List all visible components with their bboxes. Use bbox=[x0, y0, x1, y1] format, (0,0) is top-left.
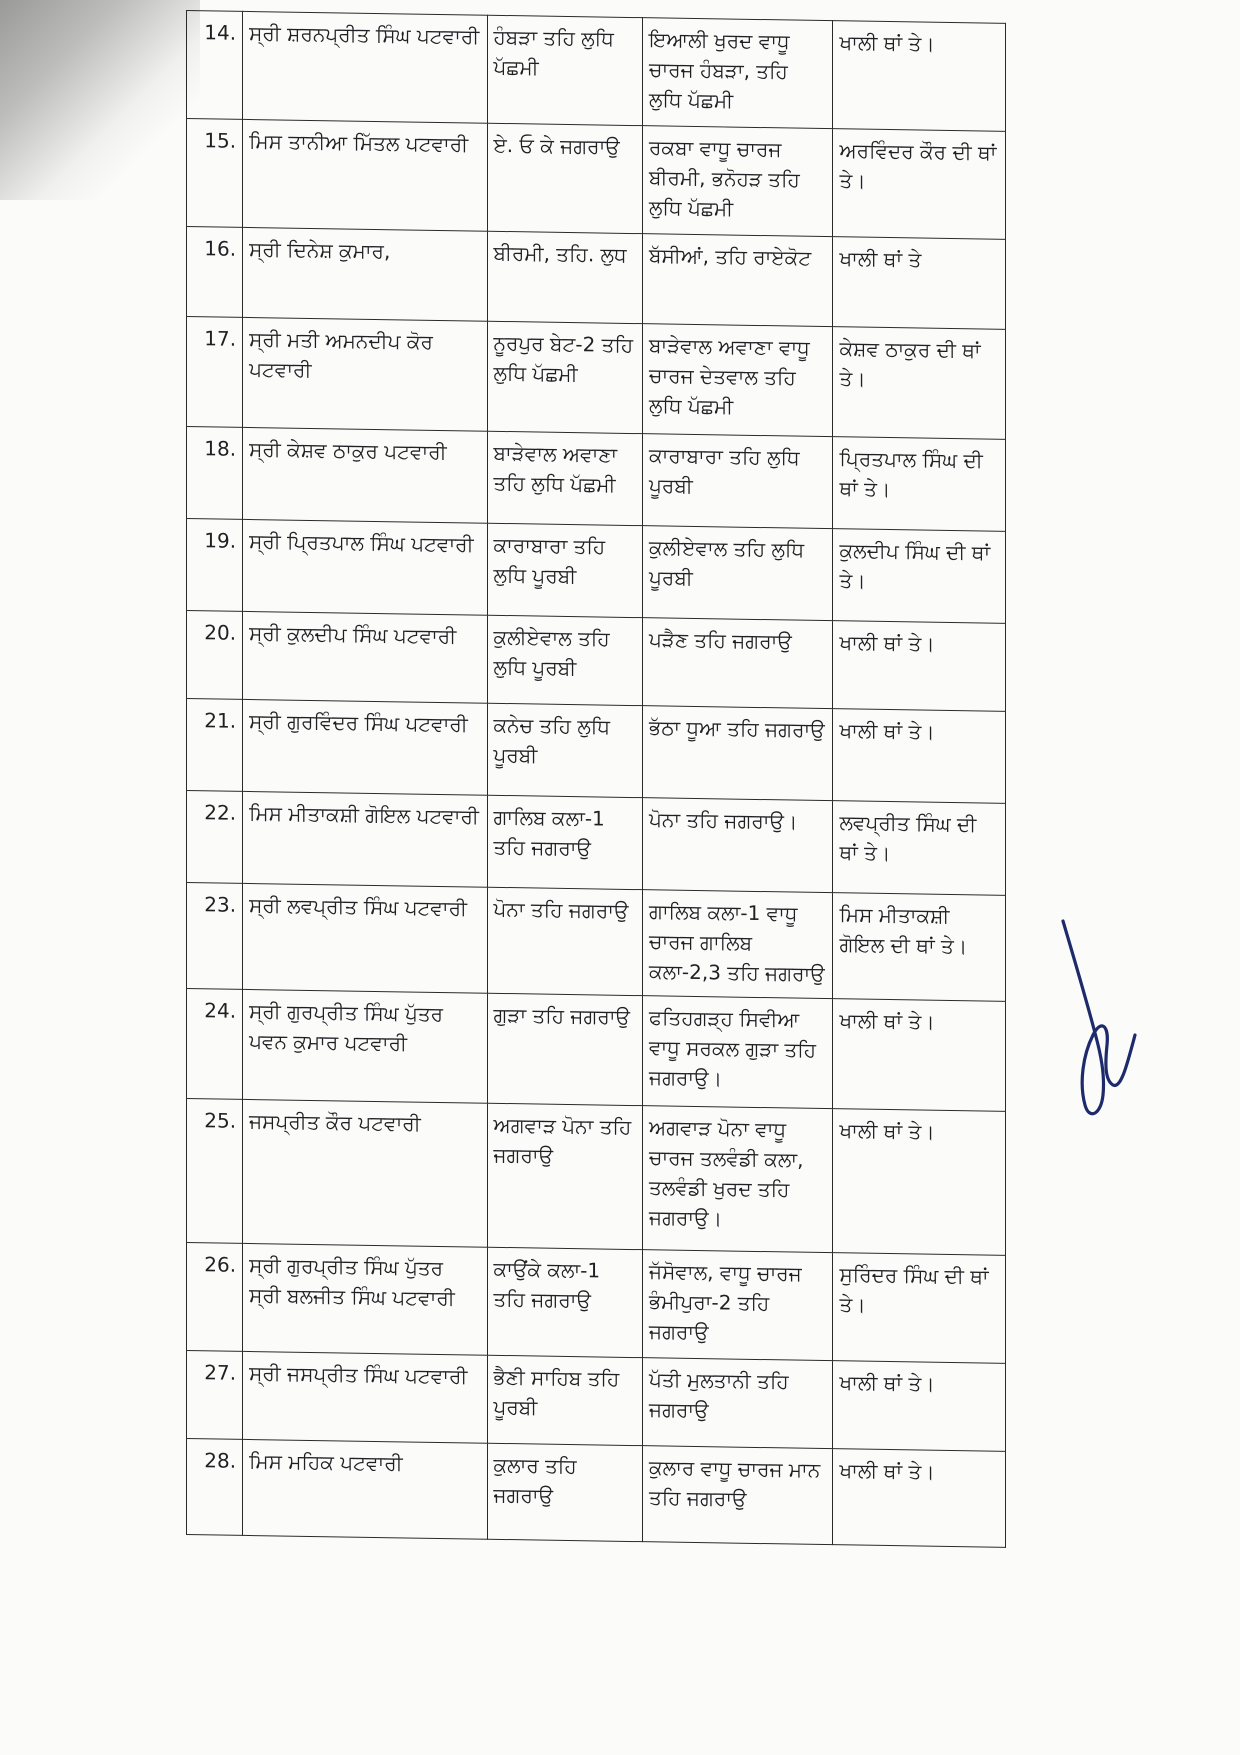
transferred-to-cell: ਰਕਬਾ ਵਾਧੂ ਚਾਰਜ ਬੀਰਮੀ, ਭਨੋਹੜ ਤਹਿ ਲੁਧਿ ਪੱਛਮੀ bbox=[643, 126, 833, 237]
name-cell: ਸ੍ਰੀ ਸ਼ਰਨਪ੍ਰੀਤ ਸਿੰਘ ਪਟਵਾਰੀ bbox=[243, 11, 487, 123]
name-cell: ਸ੍ਰੀ ਕੁਲਦੀਪ ਸਿੰਘ ਪਟਵਾਰੀ bbox=[243, 611, 487, 703]
posted-at-cell: ਗਾਲਿਬ ਕਲਾ-1 ਤਹਿ ਜਗਰਾਉ bbox=[487, 795, 643, 889]
against-post-cell: ਮਿਸ ਮੀਤਾਕਸ਼ੀ ਗੋਇਲ ਦੀ ਥਾਂ ਤੇ। bbox=[833, 893, 1006, 1002]
against-post-cell: ਕੁਲਦੀਪ ਸਿੰਘ ਦੀ ਥਾਂ ਤੇ। bbox=[833, 529, 1006, 624]
name-cell: ਮਿਸ ਤਾਨੀਆ ਮਿੱਤਲ ਪਟਵਾਰੀ bbox=[243, 119, 487, 231]
transferred-to-cell: ਗਾਲਿਬ ਕਲਾ-1 ਵਾਧੂ ਚਾਰਜ ਗਾਲਿਬ ਕਲਾ-2,3 ਤਹਿ ਜਗਰਾਉ bbox=[643, 890, 833, 999]
serial-cell: 19. bbox=[187, 519, 243, 612]
posted-at-cell: ਨੂਰਪੁਰ ਬੇਟ-2 ਤਹਿ ਲੁਧਿ ਪੱਛਮੀ bbox=[487, 321, 643, 433]
table-row bbox=[187, 11, 1006, 132]
against-post-cell: ਖਾਲੀ ਥਾਂ ਤੇ। bbox=[833, 621, 1006, 712]
transferred-to-cell: ਭੱਠਾ ਧੂਆ ਤਹਿ ਜਗਰਾਉ bbox=[643, 706, 833, 801]
posted-at-cell: ਏ. ਓ ਕੇ ਜਗਰਾਉ bbox=[487, 123, 643, 233]
name-cell: ਮਿਸ ਮੀਤਾਕਸ਼ੀ ਗੋਇਲ ਪਟਵਾਰੀ bbox=[243, 791, 487, 887]
against-post-cell: ਪ੍ਰਿਤਪਾਲ ਸਿੰਘ ਦੀ ਥਾਂ ਤੇ। bbox=[833, 437, 1006, 532]
transferred-to-cell: ਜੱਸੋਵਾਲ, ਵਾਧੂ ਚਾਰਜ ਭੰਮੀਪੁਰਾ-2 ਤਹਿ ਜਗਰਾਉ bbox=[643, 1250, 833, 1361]
table-row bbox=[187, 791, 1006, 896]
serial-cell: 28. bbox=[187, 1439, 243, 1536]
name-cell: ਸ੍ਰੀ ਗੁਰਪ੍ਰੀਤ ਸਿੰਘ ਪੁੱਤਰ ਸ੍ਰੀ ਬਲਜੀਤ ਸਿੰਘ ਪਟਵਾਰੀ bbox=[243, 1243, 487, 1355]
transferred-to-cell: ਕੁਲਾਰ ਵਾਧੂ ਚਾਰਜ ਮਾਨ ਤਹਿ ਜਗਰਾਉ bbox=[643, 1446, 833, 1545]
table-row bbox=[187, 883, 1006, 1002]
serial-cell: 23. bbox=[187, 883, 243, 990]
serial-cell: 26. bbox=[187, 1243, 243, 1352]
serial-cell: 14. bbox=[187, 11, 243, 120]
transferred-to-cell: ਪੋਨਾ ਤਹਿ ਜਗਰਾਉ। bbox=[643, 798, 833, 893]
posted-at-cell: ਹੰਬੜਾ ਤਹਿ ਲੁਧਿ ਪੱਛਮੀ bbox=[487, 15, 643, 125]
transferred-to-cell: ਬਾੜੇਵਾਲ ਅਵਾਣਾ ਵਾਧੂ ਚਾਰਜ ਦੇਤਵਾਲ ਤਹਿ ਲੁਧਿ ਪੱਛਮੀ bbox=[643, 324, 833, 437]
name-cell: ਸ੍ਰੀ ਪ੍ਰਿਤਪਾਲ ਸਿੰਘ ਪਟਵਾਰੀ bbox=[243, 519, 487, 615]
posted-at-cell: ਕੁਲੀਏਵਾਲ ਤਹਿ ਲੁਧਿ ਪੂਰਬੀ bbox=[487, 615, 643, 705]
transferred-to-cell: ਪੜੈਣ ਤਹਿ ਜਗਰਾਉ bbox=[643, 618, 833, 709]
transfer-table bbox=[186, 10, 1006, 1548]
table-row bbox=[187, 699, 1006, 804]
against-post-cell: ਖਾਲੀ ਥਾਂ ਤੇ। bbox=[833, 999, 1006, 1112]
name-cell: ਸ੍ਰੀ ਮਤੀ ਅਮਨਦੀਪ ਕੋਰ ਪਟਵਾਰੀ bbox=[243, 317, 487, 431]
table-row bbox=[187, 1439, 1006, 1548]
serial-cell: 17. bbox=[187, 317, 243, 428]
name-cell: ਸ੍ਰੀ ਦਿਨੇਸ਼ ਕੁਮਾਰ, bbox=[243, 227, 487, 321]
transferred-to-cell: ਅਗਵਾੜ ਪੋਨਾ ਵਾਧੂ ਚਾਰਜ ਤਲਵੰਡੀ ਕਲਾ, ਤਲਵੰਡੀ ਖੁਰਦ ਤਹਿ ਜਗਰਾਉ। bbox=[643, 1106, 833, 1253]
transferred-to-cell: ਬੱਸੀਆਂ, ਤਹਿ ਰਾਏਕੋਟ bbox=[643, 234, 833, 327]
posted-at-cell: ਕਨੇਚ ਤਹਿ ਲੁਧਿ ਪੂਰਬੀ bbox=[487, 703, 643, 797]
table-row bbox=[187, 1351, 1006, 1452]
table-row bbox=[187, 227, 1006, 330]
against-post-cell: ਕੇਸ਼ਵ ਠਾਕੁਰ ਦੀ ਥਾਂ ਤੇ। bbox=[833, 327, 1006, 440]
posted-at-cell: ਪੋਨਾ ਤਹਿ ਜਗਰਾਉ bbox=[487, 887, 643, 995]
posted-at-cell: ਬੀਰਮੀ, ਤਹਿ. ਲੁਧ bbox=[487, 231, 643, 323]
serial-cell: 20. bbox=[187, 611, 243, 700]
table-row bbox=[187, 989, 1006, 1112]
against-post-cell: ਲਵਪ੍ਰੀਤ ਸਿੰਘ ਦੀ ਥਾਂ ਤੇ। bbox=[833, 801, 1006, 896]
against-post-cell: ਖਾਲੀ ਥਾਂ ਤੇ। bbox=[833, 21, 1006, 132]
against-post-cell: ਖਾਲੀ ਥਾਂ ਤੇ। bbox=[833, 709, 1006, 804]
serial-cell: 25. bbox=[187, 1099, 243, 1244]
name-cell: ਸ੍ਰੀ ਲਵਪ੍ਰੀਤ ਸਿੰਘ ਪਟਵਾਰੀ bbox=[243, 883, 487, 993]
table-row bbox=[187, 427, 1006, 532]
handwritten-signature bbox=[1055, 915, 1145, 1135]
table-row bbox=[187, 119, 1006, 240]
transferred-to-cell: ਇਆਲੀ ਖੁਰਦ ਵਾਧੂ ਚਾਰਜ ਹੰਬੜਾ, ਤਹਿ ਲੁਧਿ ਪੱਛਮੀ bbox=[643, 18, 833, 129]
posted-at-cell: ਗੁੜਾ ਤਹਿ ਜਗਰਾਉ bbox=[487, 993, 643, 1105]
posted-at-cell: ਕਾਰਾਬਾਰਾ ਤਹਿ ਲੁਧਿ ਪੂਰਬੀ bbox=[487, 523, 643, 617]
against-post-cell: ਖਾਲੀ ਥਾਂ ਤੇ। bbox=[833, 1109, 1006, 1256]
table-row bbox=[187, 611, 1006, 712]
transferred-to-cell: ਕੁਲੀਏਵਾਲ ਤਹਿ ਲੁਧਿ ਪੂਰਬੀ bbox=[643, 526, 833, 621]
transferred-to-cell: ਫਤਿਹਗੜ੍ਹ ਸਿਵੀਆ ਵਾਧੂ ਸਰਕਲ ਗੁੜਾ ਤਹਿ ਜਗਰਾਉ। bbox=[643, 996, 833, 1109]
name-cell: ਸ੍ਰੀ ਗੁਰਵਿੰਦਰ ਸਿੰਘ ਪਟਵਾਰੀ bbox=[243, 699, 487, 795]
transfer-table-wrapper bbox=[186, 10, 1006, 1548]
serial-cell: 21. bbox=[187, 699, 243, 792]
against-post-cell: ਖਾਲੀ ਥਾਂ ਤੇ। bbox=[833, 1449, 1006, 1548]
against-post-cell: ਸੁਰਿੰਦਰ ਸਿੰਘ ਦੀ ਥਾਂ ਤੇ। bbox=[833, 1253, 1006, 1364]
signature-stroke bbox=[1063, 921, 1135, 1114]
table-row bbox=[187, 317, 1006, 440]
posted-at-cell: ਕੁਲਾਰ ਤਹਿ ਜਗਰਾਉ bbox=[487, 1443, 643, 1541]
transfer-table-body bbox=[187, 11, 1006, 1548]
name-cell: ਸ੍ਰੀ ਕੇਸ਼ਵ ਠਾਕੁਰ ਪਟਵਾਰੀ bbox=[243, 427, 487, 523]
serial-cell: 27. bbox=[187, 1351, 243, 1440]
posted-at-cell: ਬਾੜੇਵਾਲ ਅਵਾਣਾ ਤਹਿ ਲੁਧਿ ਪੱਛਮੀ bbox=[487, 431, 643, 525]
name-cell: ਮਿਸ ਮਹਿਕ ਪਟਵਾਰੀ bbox=[243, 1439, 487, 1539]
table-row bbox=[187, 1099, 1006, 1256]
against-post-cell: ਖਾਲੀ ਥਾਂ ਤੇ bbox=[833, 237, 1006, 330]
serial-cell: 15. bbox=[187, 119, 243, 228]
posted-at-cell: ਅਗਵਾੜ ਪੋਨਾ ਤਹਿ ਜਗਰਾਉ bbox=[487, 1103, 643, 1249]
posted-at-cell: ਕਾਉਂਕੇ ਕਲਾ-1 ਤਹਿ ਜਗਰਾਉ bbox=[487, 1247, 643, 1357]
serial-cell: 22. bbox=[187, 791, 243, 884]
name-cell: ਜਸਪ੍ਰੀਤ ਕੌਰ ਪਟਵਾਰੀ bbox=[243, 1099, 487, 1247]
page-fold-shadow bbox=[0, 0, 200, 200]
serial-cell: 18. bbox=[187, 427, 243, 520]
name-cell: ਸ੍ਰੀ ਜਸਪ੍ਰੀਤ ਸਿੰਘ ਪਟਵਾਰੀ bbox=[243, 1351, 487, 1443]
name-cell: ਸ੍ਰੀ ਗੁਰਪ੍ਰੀਤ ਸਿੰਘ ਪੁੱਤਰ ਪਵਨ ਕੁਮਾਰ ਪਟਵਾਰੀ bbox=[243, 989, 487, 1103]
serial-cell: 16. bbox=[187, 227, 243, 318]
table-row bbox=[187, 1243, 1006, 1364]
against-post-cell: ਅਰਵਿੰਦਰ ਕੌਰ ਦੀ ਥਾਂ ਤੇ। bbox=[833, 129, 1006, 240]
posted-at-cell: ਭੈਣੀ ਸਾਹਿਬ ਤਹਿ ਪੂਰਬੀ bbox=[487, 1355, 643, 1445]
against-post-cell: ਖਾਲੀ ਥਾਂ ਤੇ। bbox=[833, 1361, 1006, 1452]
table-row bbox=[187, 519, 1006, 624]
transferred-to-cell: ਪੱਤੀ ਮੁਲਤਾਨੀ ਤਹਿ ਜਗਰਾਉ bbox=[643, 1358, 833, 1449]
serial-cell: 24. bbox=[187, 989, 243, 1100]
transferred-to-cell: ਕਾਰਾਬਾਰਾ ਤਹਿ ਲੁਧਿ ਪੂਰਬੀ bbox=[643, 434, 833, 529]
